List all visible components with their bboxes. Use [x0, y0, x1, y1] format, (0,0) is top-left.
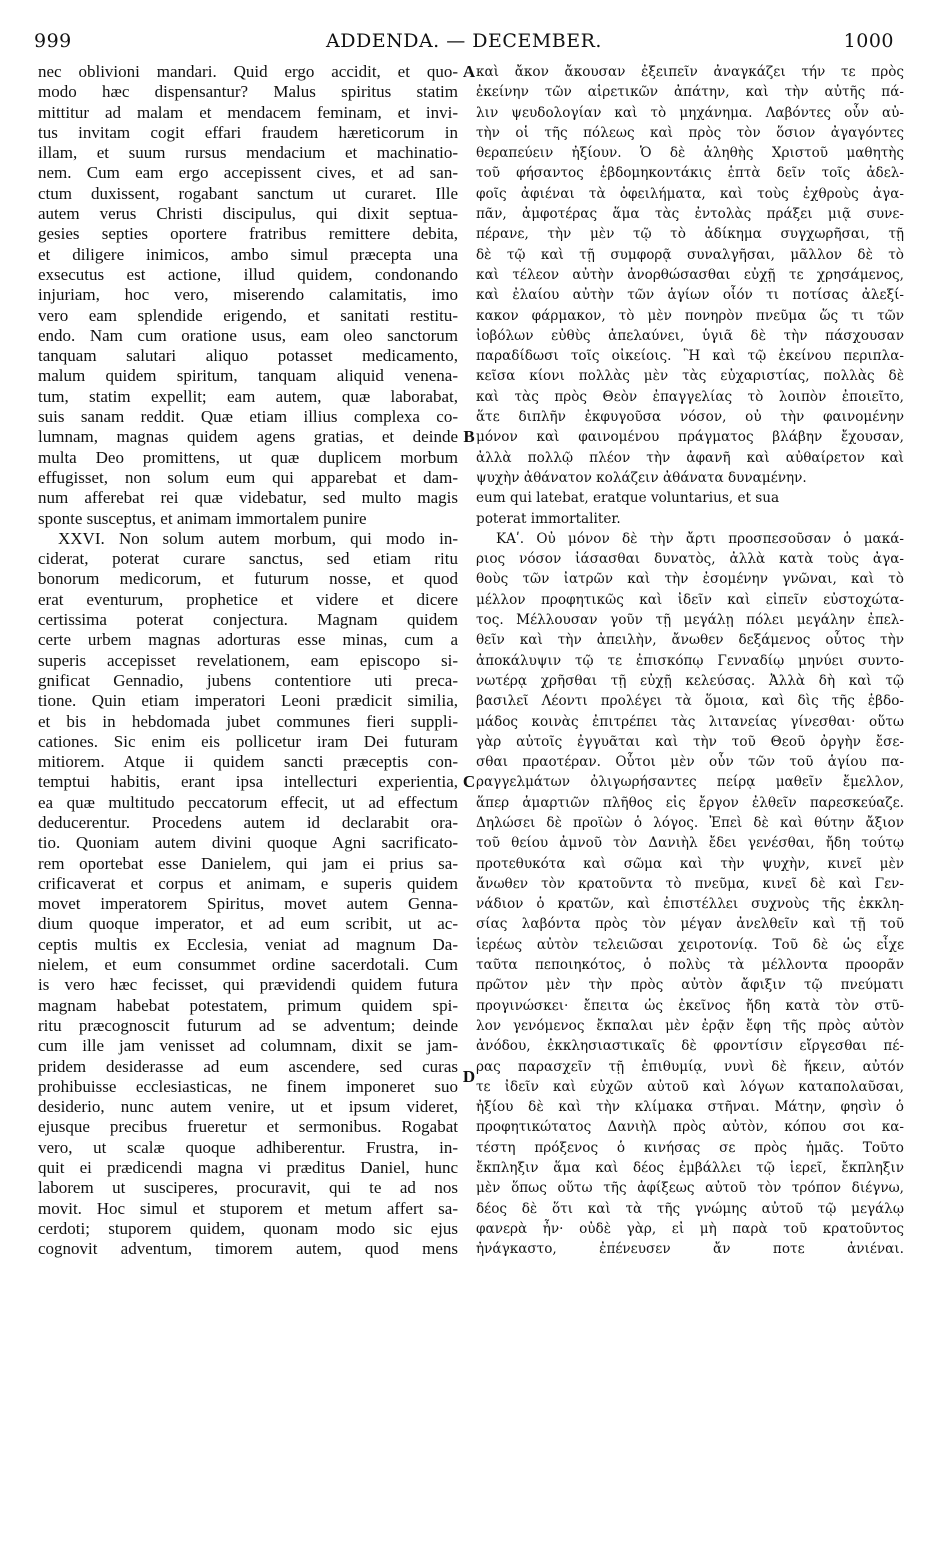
- text-line: φοῖς ἀφιέναι τὰ ὀφειλήματα, καὶ τοὺς ἐχθροὺς ἀγα-: [476, 185, 904, 202]
- text-line: ἀνόδου, ἐκκλησιαστικαῖς δὲ φροντίσιν εἴργεσθαι πέ-: [476, 1038, 904, 1055]
- text-line: μάδος κοινὰς ἐπιτρέπει τὰς λιτανείας γίνεσθαι· οὕτω: [476, 713, 904, 730]
- text-line: laborem ut susciperes, procuravit, qui te ad nos: [38, 1178, 458, 1198]
- text-line: ea quæ multitudo peccatorum effecit, ut ad effectum: [38, 792, 458, 812]
- text-line: τὴν οἱ τῆς πόλεως καὶ πρὸς τὸν ὅσιον ἀγαγόντες: [476, 124, 904, 141]
- text-line: mittitur ad malam et mendacem feminam, et invi-: [38, 102, 458, 122]
- text-line: rem oportebat esse Danielem, qui jam ei prius sa-: [38, 853, 458, 873]
- text-line: mitiorem. Atque ii quidem sancti præceptis con-: [38, 752, 458, 772]
- text-line: παραδίδωσι τοῖς οἰκείοις. Ἣ καὶ τῷ ἐκείνου περιπλα-: [476, 348, 904, 365]
- margin-marker-a: A: [462, 62, 476, 81]
- text-line: et bis in hebdomada jubet communes fieri suppli-: [38, 711, 458, 731]
- margin-marker-b: B: [463, 427, 475, 446]
- text-line: certe urbem magnas adorturas esse minas, cum a: [38, 630, 458, 650]
- text-line: movet imperatorem Spiritus, movet autem Genna-: [38, 894, 458, 914]
- text-line: suis sanam reddit. Quæ etiam illius complexa co-: [38, 407, 458, 427]
- text-line: δέος δὲ ὅτι καὶ τὰ τῆς γνώμης αὐτοῦ τῷ μεγάλῳ: [476, 1200, 904, 1217]
- text-line: μόνον καὶ φαινομένου πράγματος βλάβην ἔχουσαν,: [476, 429, 904, 446]
- text-line: καὶ τέλεον αὐτὴν ἀνορθώσασθαι εὐχῇ τε χρησάμενος,: [476, 266, 904, 283]
- text-line: cerdoti; stuporem quidem, quonam modo sic ejus: [38, 1218, 458, 1238]
- text-line: ριος νόσον ἰάσασθαι δυνατὸς, ἀλλὰ κατὰ τοὺς ἀγα-: [476, 551, 904, 568]
- text-line: malum quidem spiritum, tanquam aliquid venena-: [38, 366, 458, 386]
- text-line: τε ἰδεῖν καὶ εὐχῶν αὐτοῦ καὶ λόγων καταπολαῦσαι,: [476, 1078, 904, 1095]
- text-line: θεῖν καὶ τὴν ἀπειλὴν, ἄνωθεν δεξάμενος οὗτος τὴν: [476, 632, 904, 649]
- text-line: sponte susceptus, et animam immortalem punire: [38, 508, 367, 528]
- text-line: ψυχὴν ἀθάνατον κολάζειν ἀθάνατα δυναμένην.: [476, 469, 807, 486]
- text-line: ἠνάγκαστο, ἐπένευσεν ἄν ποτε ἀνιέναι.: [476, 1241, 904, 1258]
- text-line: κακον φάρμακον, τὸ μὲν πονηρὸν πνεῦμα ὥς τι τῶν: [476, 307, 904, 324]
- text-line: injuriam, hoc vero, miserendo calamitatis, imo: [38, 285, 458, 305]
- text-line: tum, statim expellit; eam autem, quæ laborabat,: [38, 386, 458, 406]
- text-line: ejusque precibus frueretur et sermonibus. Rogabat: [38, 1117, 458, 1137]
- text-line: τοῦ θείου ἀμνοῦ τὸν Δανιὴλ ἔδει γενέσθαι, ἤδη τούτῳ: [476, 835, 904, 852]
- text-line: νωτέρᾳ χρῆσθαι τῇ εὐχῇ κελεύσας. Ἀλλὰ δὴ καὶ τῷ: [476, 672, 904, 689]
- text-line: κεῖσα κίονι πολλὰς μὲν τὰς εὐχαριστίας, πολλὰς δὲ: [476, 368, 904, 385]
- text-line: ἠξίου δὲ καὶ τὴν κλίμακα στῆναι. Μάτην, φησὶν ὁ: [476, 1099, 904, 1116]
- text-line: γὰρ αὐτοῖς ἐγγυᾶται καὶ τὴν τοῦ Θεοῦ ὀργὴν ἔσε-: [476, 733, 904, 750]
- text-line: temptui habitis, erant ipsa intellecturi experientia,: [38, 772, 458, 792]
- text-line: πᾶν, ἀμφοτέρας ἅμα τὰς ἐντολὰς πράξει μιᾷ συνε-: [476, 206, 904, 223]
- text-line: nielem, et eum consummet ordine sacerdotali. Cum: [38, 955, 458, 975]
- text-line: cationes. Sic enim eis pollicetur iram Dei futuram: [38, 731, 458, 751]
- text-line: illam, et suum rursus mendacium et machinatio-: [38, 143, 458, 163]
- text-line: ctum duxissent, rogabant sanctum ut curaret. Ille: [38, 183, 458, 203]
- margin-markers: [461, 62, 477, 1542]
- text-line: ταῦτα πεποιηκότος, ὁ πολὺς τὰ μέλλοντα προορᾶν: [476, 957, 904, 974]
- text-line: λον γενόμενος ἔκπαλαι μὲν ἐρᾷν ἔφη τῆς πρὸς αὐτὸν: [476, 1017, 904, 1034]
- text-line: καὶ τὰς πρὸς Θεὸν ἐπαγγελίας τὸ λοιπὸν ἐποιεῖτο,: [476, 388, 904, 405]
- text-line: ρας παρασχεῖν τῇ ἐπιθυμίᾳ, νυνὶ δὲ ἥκειν, αὐτόν: [476, 1058, 904, 1075]
- text-line: nec oblivioni mandari. Quid ergo accidit, et quo-: [38, 62, 458, 81]
- text-line: ἀλλὰ πολλῷ πλέον τὴν ἀφανῆ καὶ αὐθαίρετον καὶ: [476, 449, 904, 466]
- margin-marker-d: D: [462, 1067, 476, 1086]
- text-line: cum ille jam venisset ad columnam, dixit se jam-: [38, 1036, 458, 1056]
- text-line: ἀποκάλυψιν τῷ τε ἐπισκόπῳ Γενναδίῳ μηνύει συντο-: [476, 652, 904, 669]
- text-line: effugisset, non solum eum qui apparebat et dam-: [38, 467, 458, 487]
- text-line: tus invitam cogit effari fraudem hæreticorum in: [38, 122, 458, 142]
- text-line: vero, ut scalæ quoque adhiberentur. Frustra, in-: [38, 1137, 458, 1157]
- text-line: νάδιον ὁ κρατῶν, καὶ ἐπιστέλλει συχνοὺς τῆς ἐκκλη-: [476, 896, 904, 913]
- text-line: ἰοβόλων εὐθὺς ἀπελαύνει, ὑγιᾶ δὲ τὴν πάσχουσαν: [476, 327, 904, 344]
- text-line: προγινώσκει· ἔπειτα ὡς ἐκεῖνος ἤδη κατὰ τὸν στῦ-: [476, 997, 904, 1014]
- text-line: ΚΑʹ. Οὐ μόνον δὲ τὴν ἄρτι προσπεσοῦσαν ὁ μακά-: [496, 530, 904, 547]
- text-line: προτεθυκότα καὶ σῶμα καὶ τὴν ψυχὴν, κινεῖ μὲν: [476, 855, 904, 872]
- text-line: θεραπεύειν ἠξίουν. Ὁ δὲ ἀληθὴς Χριστοῦ μαθητὴς: [476, 145, 904, 162]
- text-line: prohibuisse ecclesiasticas, ne finem imponeret suo: [38, 1076, 458, 1096]
- text-line: ἅτε διπλῆν ἐκφυγοῦσα νόσον, οὐ τὴν φαινομένην: [476, 409, 904, 426]
- text-line: gesies septies oportere fratribus remittere debita,: [38, 224, 458, 244]
- text-line: exsecutus est actione, illud quidem, condonando: [38, 264, 458, 284]
- text-line: προφητικώτατος Δανιὴλ πρὸς αὐτὸν, κόπου σοι κα-: [476, 1119, 904, 1136]
- text-line: bonorum medicorum, et futurum nosse, et quod: [38, 569, 458, 589]
- text-line: et diligere inimicos, ambo simul præcepta una: [38, 244, 458, 264]
- text-line: tio. Quoniam autem divini quoque Agni sacrificato-: [38, 833, 458, 853]
- text-line: tanquam salutari aliquo potasset medicamento,: [38, 346, 458, 366]
- text-line: ciderat, poterat curare sanctus, sed etiam ritu: [38, 549, 458, 569]
- text-line: θοὺς τῶν ἰατρῶν καὶ τὴν ἐσομένην γνῶναι, καὶ τὸ: [476, 571, 904, 588]
- text-line: desiderio, nunc autem venire, ut et ipsum videret,: [38, 1097, 458, 1117]
- text-line: deducerentur. Procedens autem id declarabit ora-: [38, 812, 458, 832]
- text-line: autem verus Christi discipulus, qui dixit septua-: [38, 204, 458, 224]
- text-line: crificaverat et corpus et animam, e superis quidem: [38, 873, 458, 893]
- text-line: erat eventurum, prophetice et videre et dicere: [38, 589, 458, 609]
- text-line: multa Deo promittens, ut quæ duplicem morbum: [38, 447, 458, 467]
- text-line: τέστη πρόξενος ὁ κινήσας σε πρὸς ἡμᾶς. Τοῦτο: [476, 1139, 904, 1156]
- text-line: certissima poterat conjectura. Magnam quidem: [38, 610, 458, 630]
- text-line: ἱερέως αὐτὸν τελειῶσαι χειροτονίᾳ. Τοῦ δὲ ὡς εἶχε: [476, 936, 904, 953]
- text-line: pridem desiderasse ad eum ascendere, sed curas: [38, 1056, 458, 1076]
- text-line: ritu præcognoscit futurum ad se adventum; deinde: [38, 1015, 458, 1035]
- text-line: καὶ ἐλαίου αὐτὴν τῶν ἁγίων οἷόν τι ποτίσας ἀλεξί-: [476, 287, 904, 304]
- text-line: endo. Nam cum oratione usus, eam oleo sanctorum: [38, 325, 458, 345]
- text-line: πρῶτον μὲν τὴν πρὸς αὐτὸν ἄφιξιν τῷ πνεύματι: [476, 977, 904, 994]
- text-line: poterat immortaliter.: [476, 510, 621, 527]
- running-title: ADDENDA. — DECEMBER.: [326, 30, 602, 52]
- text-line: σίας λαβόντα πρὸς τὸν μέγαν ἀνελθεῖν καὶ τῇ τοῦ: [476, 916, 904, 933]
- text-line: τος. Μέλλουσαν γοῦν τῇ μεγάλῃ πόλει μεγάλην ἐπελ-: [476, 612, 904, 629]
- text-line: σθαι πραοτέραν. Οὗτοι μὲν οὖν τῶν τοῦ ἁγίου πα-: [476, 754, 904, 771]
- text-line: gnificat Gennadio, jubens contentiore uti preca-: [38, 670, 458, 690]
- text-line: quit ei prædicendi magna vi præditus Daniel, hunc: [38, 1158, 458, 1178]
- text-line: καὶ ἄκον ἄκουσαν ἐξειπεῖν ἀναγκάζει τήν τε πρὸς: [476, 64, 904, 80]
- text-line: μὲν ὅπως οὕτω τῆς ἀφίξεως αὐτοῦ τὸν τρόπον διέγνω,: [476, 1180, 904, 1197]
- greek-column: [476, 62, 904, 1260]
- margin-marker-c: C: [462, 772, 476, 791]
- text-line: ἄνωθεν τὸν κρατοῦντα τὸ πνεῦμα, κινεῖ δὲ καὶ Γεν-: [476, 875, 904, 892]
- running-head: [34, 30, 894, 60]
- text-line: lumnam, magnas quidem agens gratias, et deinde: [38, 427, 458, 447]
- text-line: λιν ψευδολογίαν καὶ τὸ μηχάνημα. Λαβόντες οὖν αὐ-: [476, 104, 904, 121]
- text-line: movit. Hoc simul et stuporem et metum affert sa-: [38, 1198, 458, 1218]
- text-line: ἐκείνην τῶν αἱρετικῶν ἀπάτην, καὶ τὴν αὐτῆς πά-: [476, 84, 904, 101]
- text-line: δὲ τῷ καὶ τῇ συμφορᾷ συναλγῆσαι, μᾶλλον δὲ τὸ: [476, 246, 904, 263]
- left-column-number: 999: [34, 30, 72, 52]
- text-line: πέρανε, τὴν μὲν τῷ τὸ ἀδίκημα συγχωρῆσαι, τῇ: [476, 226, 904, 243]
- text-line: ceptis multis ex Ecclesia, veniat ad magnum Da-: [38, 934, 458, 954]
- text-line: μέλλον προφητικῶς καὶ ἰδεῖν καὶ εἰπεῖν εὐστοχώτα-: [476, 591, 904, 608]
- text-line: ἔκπληξιν ἅμα καὶ δέος ἐμβάλλει τῷ ἱερεῖ, ἔκπληξιν: [476, 1160, 904, 1177]
- text-line: is vero hæc fecisset, qui prævidendi quidem futura: [38, 975, 458, 995]
- text-line: βασιλεῖ Λέοντι προλέγει τὰ ὅμοια, καὶ δὶς τῆς ἑβδο-: [476, 693, 904, 710]
- text-line: dium quoque imperator, et ad eum scribit, ut ac-: [38, 914, 458, 934]
- text-line: num afferebat rei quæ videbatur, sed multo magis: [38, 488, 458, 508]
- latin-column: [38, 62, 458, 1260]
- text-line: tione. Quin etiam imperatori Leoni prædicit similia,: [38, 691, 458, 711]
- text-line: vero eam splendide erigendo, et sanitati restitu-: [38, 305, 458, 325]
- text-line: superis accepisset revelationem, eam episcopo si-: [38, 650, 458, 670]
- text-line: nem. Cum eam ergo accepissent cives, et ad san-: [38, 163, 458, 183]
- text-line: φανερὰ ἦν· οὐδὲ γὰρ, εἰ μὴ παρὰ τοῦ κρατοῦντος: [476, 1220, 904, 1237]
- text-line: ραγγελμάτων ὀλιγωρήσαντες πείρᾳ μαθεῖν ἔμελλον,: [476, 774, 904, 791]
- right-column-number: 1000: [843, 30, 894, 52]
- text-line: XXVI. Non solum autem morbum, qui modo in-: [58, 528, 458, 548]
- text-line: eum qui latebat, eratque voluntarius, et sua: [476, 490, 780, 507]
- text-line: Δηλώσει δὲ προϊὼν ὁ λόγος. Ἐπεὶ δὲ καὶ θύτην ἄξιον: [476, 814, 904, 831]
- text-line: cognovit adventum, timorem autem, quod mens: [38, 1239, 458, 1259]
- text-line: magnam habebat potestatem, primum quidem spi-: [38, 995, 458, 1015]
- text-line: ἅπερ ἁμαρτιῶν πλῆθος εἰς ἔργον ἐλθεῖν παρεσκεύαζε.: [476, 794, 904, 811]
- text-line: modo hæc dispensantur? Malus spiritus statim: [38, 82, 458, 102]
- text-line: τοῦ φήσαντος ἑβδομηκοντάκις ἑπτὰ δεῖν τοῖς ἀδελ-: [476, 165, 904, 182]
